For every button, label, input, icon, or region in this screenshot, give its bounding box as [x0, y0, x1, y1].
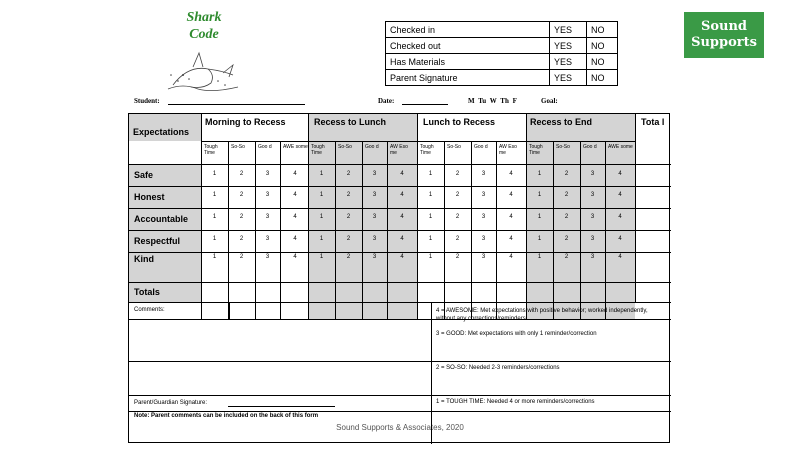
rating-option[interactable]: 1 — [428, 192, 433, 198]
rating-option[interactable]: 2 — [455, 236, 460, 242]
rating-option[interactable]: 4 — [400, 214, 404, 220]
grid-line — [229, 302, 230, 319]
rating-option[interactable]: 4 — [400, 236, 404, 242]
check-row — [386, 70, 618, 86]
rating-option[interactable]: 1 — [537, 192, 542, 198]
grid-line — [526, 114, 527, 319]
rating-subheader: Tough Time — [529, 144, 543, 156]
rating-subheader: Goo d — [365, 144, 379, 150]
rating-subheader: Tough Time — [311, 144, 325, 156]
yes-option[interactable]: YES — [550, 38, 587, 54]
totals-label: Totals — [134, 287, 160, 297]
parent-signature-label: Parent/Guardian Signature: — [134, 400, 208, 406]
grid-line — [129, 395, 671, 396]
grid-line — [362, 141, 363, 319]
legend-2: 2 = SO-SO: Needed 2-3 reminders/corrections — [436, 365, 560, 371]
row-label: Safe — [134, 170, 154, 180]
total-header: Tota l — [641, 117, 665, 127]
rating-option[interactable]: 3 — [590, 192, 595, 198]
grid-line — [635, 114, 636, 302]
row-label: Kind — [134, 254, 154, 264]
grid-line — [280, 141, 281, 319]
rating-option[interactable]: 1 — [319, 214, 324, 220]
check-label: Checked out — [386, 38, 550, 54]
rating-option[interactable]: 3 — [372, 254, 377, 260]
rating-option[interactable]: 2 — [239, 236, 244, 242]
grid-line — [387, 141, 388, 319]
rating-option[interactable]: 4 — [618, 192, 622, 198]
rating-option[interactable]: 3 — [481, 192, 486, 198]
rating-subheader: AW Eso me — [499, 144, 517, 156]
grid-line — [431, 302, 432, 444]
row-label: Respectful — [134, 236, 181, 246]
rating-option[interactable]: 2 — [564, 236, 569, 242]
rating-option[interactable]: 1 — [212, 254, 217, 260]
rating-option[interactable]: 2 — [239, 192, 244, 198]
date-field[interactable] — [402, 104, 448, 105]
rating-option[interactable]: 2 — [346, 192, 351, 198]
grid-line — [129, 302, 671, 303]
rating-option[interactable]: 2 — [455, 254, 460, 260]
no-option[interactable]: NO — [587, 38, 618, 54]
title-line-1: Shark — [186, 10, 222, 25]
rating-option[interactable]: 1 — [319, 192, 324, 198]
row-labels-bg — [129, 164, 201, 299]
brand-line-1: Sound — [700, 19, 748, 34]
grid-line — [280, 302, 281, 319]
title-line-2: Code — [189, 27, 219, 42]
check-row — [386, 22, 618, 38]
rating-option[interactable]: 3 — [481, 254, 486, 260]
rating-option[interactable]: 1 — [428, 236, 433, 242]
rating-subheader: So-So — [338, 144, 352, 150]
check-label: Has Materials — [386, 54, 550, 70]
comments-label: Comments: — [134, 307, 165, 313]
yes-option[interactable]: YES — [550, 54, 587, 70]
rating-option[interactable]: 1 — [319, 236, 324, 242]
grid-line — [201, 302, 202, 319]
check-label: Checked in — [386, 22, 550, 38]
rating-option[interactable]: 3 — [590, 214, 595, 220]
legend-4: 4 = AWESOME: Met expectations with positive behavior; worked independently, without any corrections/reminders — [436, 308, 648, 322]
rating-option[interactable]: 4 — [618, 171, 622, 177]
grid-line — [228, 141, 229, 319]
rating-option[interactable]: 2 — [346, 254, 351, 260]
days-of-week: M Tu W Th F — [468, 97, 517, 105]
rating-option[interactable]: 1 — [319, 254, 324, 260]
no-option[interactable]: NO — [587, 54, 618, 70]
rating-option[interactable]: 3 — [372, 214, 377, 220]
rating-subheader: Goo d — [474, 144, 488, 150]
rating-option[interactable]: 2 — [455, 171, 460, 177]
no-option[interactable]: NO — [587, 70, 618, 86]
rating-option[interactable]: 4 — [293, 254, 297, 260]
rating-option[interactable]: 3 — [265, 192, 270, 198]
behavior-grid — [128, 113, 670, 443]
rating-subheader: Tough Time — [420, 144, 434, 156]
rating-subheader: Tough Time — [204, 144, 218, 156]
rating-option[interactable]: 3 — [265, 254, 270, 260]
rating-option[interactable]: 3 — [590, 171, 595, 177]
check-row — [386, 54, 618, 70]
rating-option[interactable]: 1 — [212, 236, 217, 242]
rating-option[interactable]: 3 — [265, 236, 270, 242]
period-header: Recess to Lunch — [314, 117, 387, 127]
period-header: Lunch to Recess — [423, 117, 496, 127]
grid-line — [129, 282, 671, 283]
rating-option[interactable]: 2 — [455, 214, 460, 220]
rating-option[interactable]: 3 — [265, 171, 270, 177]
rating-subheader: So-So — [231, 144, 245, 150]
grid-line — [129, 230, 671, 231]
rating-option[interactable]: 4 — [293, 192, 297, 198]
date-label: Date: — [378, 97, 395, 105]
legend-1: 1 = TOUGH TIME: Needed 4 or more reminders/corrections — [436, 399, 595, 405]
rating-option[interactable]: 4 — [293, 236, 297, 242]
goal-label: Goal: — [541, 97, 558, 105]
rating-option[interactable]: 2 — [564, 254, 569, 260]
grid-line — [580, 141, 581, 319]
rating-option[interactable]: 3 — [372, 171, 377, 177]
brand-logo — [684, 12, 764, 58]
check-label: Parent Signature — [386, 70, 550, 86]
check-table — [385, 21, 618, 86]
rating-option[interactable]: 4 — [509, 214, 513, 220]
note-text: Note: Parent comments can be included on the back of this form — [134, 413, 319, 419]
rating-subheader: So-So — [447, 144, 461, 150]
student-name-field[interactable] — [168, 104, 305, 105]
grid-line — [417, 114, 418, 319]
rating-option[interactable]: 4 — [509, 254, 513, 260]
brand-line-2: Supports — [691, 35, 757, 50]
rating-option[interactable]: 2 — [564, 214, 569, 220]
rating-subheader: Goo d — [583, 144, 597, 150]
rating-option[interactable]: 1 — [428, 214, 433, 220]
grid-line — [255, 302, 256, 319]
rating-option[interactable]: 4 — [400, 192, 404, 198]
grid-line — [129, 361, 671, 362]
grid-line — [335, 141, 336, 319]
rating-option[interactable]: 1 — [319, 171, 324, 177]
grid-line — [255, 141, 256, 319]
grid-line — [129, 208, 671, 209]
rating-option[interactable]: 2 — [564, 171, 569, 177]
yes-option[interactable]: YES — [550, 70, 587, 86]
rating-option[interactable]: 4 — [400, 254, 404, 260]
grid-line — [444, 141, 445, 319]
grid-line — [553, 141, 554, 319]
shark-logo-icon — [163, 45, 243, 93]
rating-option[interactable]: 4 — [293, 171, 297, 177]
rating-option[interactable]: 4 — [618, 236, 622, 242]
grid-line — [129, 186, 671, 187]
rating-option[interactable]: 4 — [509, 192, 513, 198]
rating-option[interactable]: 2 — [239, 214, 244, 220]
rating-option[interactable]: 3 — [481, 171, 486, 177]
form-title — [164, 9, 244, 43]
grid-line — [496, 141, 497, 319]
rating-option[interactable]: 2 — [564, 192, 569, 198]
rating-option[interactable]: 2 — [239, 254, 244, 260]
footer-credit: Sound Supports & Associates, 2020 — [336, 423, 464, 432]
rating-option[interactable]: 4 — [293, 214, 297, 220]
rating-option[interactable]: 3 — [372, 192, 377, 198]
rating-option[interactable]: 1 — [428, 171, 433, 177]
rating-option[interactable]: 1 — [537, 171, 542, 177]
rating-subheader: So-So — [556, 144, 570, 150]
rating-subheader: AW Eso me — [390, 144, 408, 156]
rating-option[interactable]: 3 — [481, 214, 486, 220]
grid-line — [129, 319, 671, 320]
rating-option[interactable]: 3 — [372, 236, 377, 242]
student-label: Student: — [134, 97, 160, 105]
grid-line — [129, 252, 671, 253]
period-header: Morning to Recess — [205, 117, 286, 127]
grid-line — [201, 141, 635, 142]
rating-option[interactable]: 1 — [212, 214, 217, 220]
check-row — [386, 38, 618, 54]
period-header: Recess to End — [530, 117, 593, 127]
grid-line — [605, 141, 606, 319]
rating-option[interactable]: 3 — [590, 236, 595, 242]
rating-option[interactable]: 2 — [346, 171, 351, 177]
grid-line — [129, 164, 671, 165]
rating-option[interactable]: 4 — [509, 171, 513, 177]
row-label: Honest — [134, 192, 165, 202]
expectations-label: Expectations — [133, 127, 190, 137]
rating-option[interactable]: 1 — [537, 236, 542, 242]
parent-signature-field[interactable] — [228, 406, 335, 407]
grid-line — [129, 411, 671, 412]
row-label: Accountable — [134, 214, 189, 224]
rating-subheader: AWE some — [283, 144, 308, 150]
grid-line — [201, 114, 202, 319]
rating-option[interactable]: 2 — [346, 236, 351, 242]
rating-option[interactable]: 1 — [428, 254, 433, 260]
grid-line — [308, 114, 309, 319]
rating-option[interactable]: 4 — [618, 214, 622, 220]
rating-option[interactable]: 4 — [509, 236, 513, 242]
rating-option[interactable]: 2 — [455, 192, 460, 198]
rating-subheader: AWE some — [608, 144, 633, 150]
rating-option[interactable]: 1 — [212, 171, 217, 177]
rating-option[interactable]: 3 — [590, 254, 595, 260]
grid-line — [308, 302, 309, 319]
rating-option[interactable]: 1 — [537, 254, 542, 260]
rating-option[interactable]: 1 — [537, 214, 542, 220]
rating-option[interactable]: 4 — [618, 254, 622, 260]
rating-option[interactable]: 2 — [239, 171, 244, 177]
legend-3: 3 = GOOD: Met expectations with only 1 reminder/correction — [436, 331, 597, 337]
rating-subheader: Goo d — [258, 144, 272, 150]
yes-option[interactable]: YES — [550, 22, 587, 38]
rating-option[interactable]: 3 — [265, 214, 270, 220]
rating-option[interactable]: 4 — [400, 171, 404, 177]
grid-line — [471, 141, 472, 319]
no-option[interactable]: NO — [587, 22, 618, 38]
rating-option[interactable]: 1 — [212, 192, 217, 198]
rating-option[interactable]: 2 — [346, 214, 351, 220]
rating-option[interactable]: 3 — [481, 236, 486, 242]
